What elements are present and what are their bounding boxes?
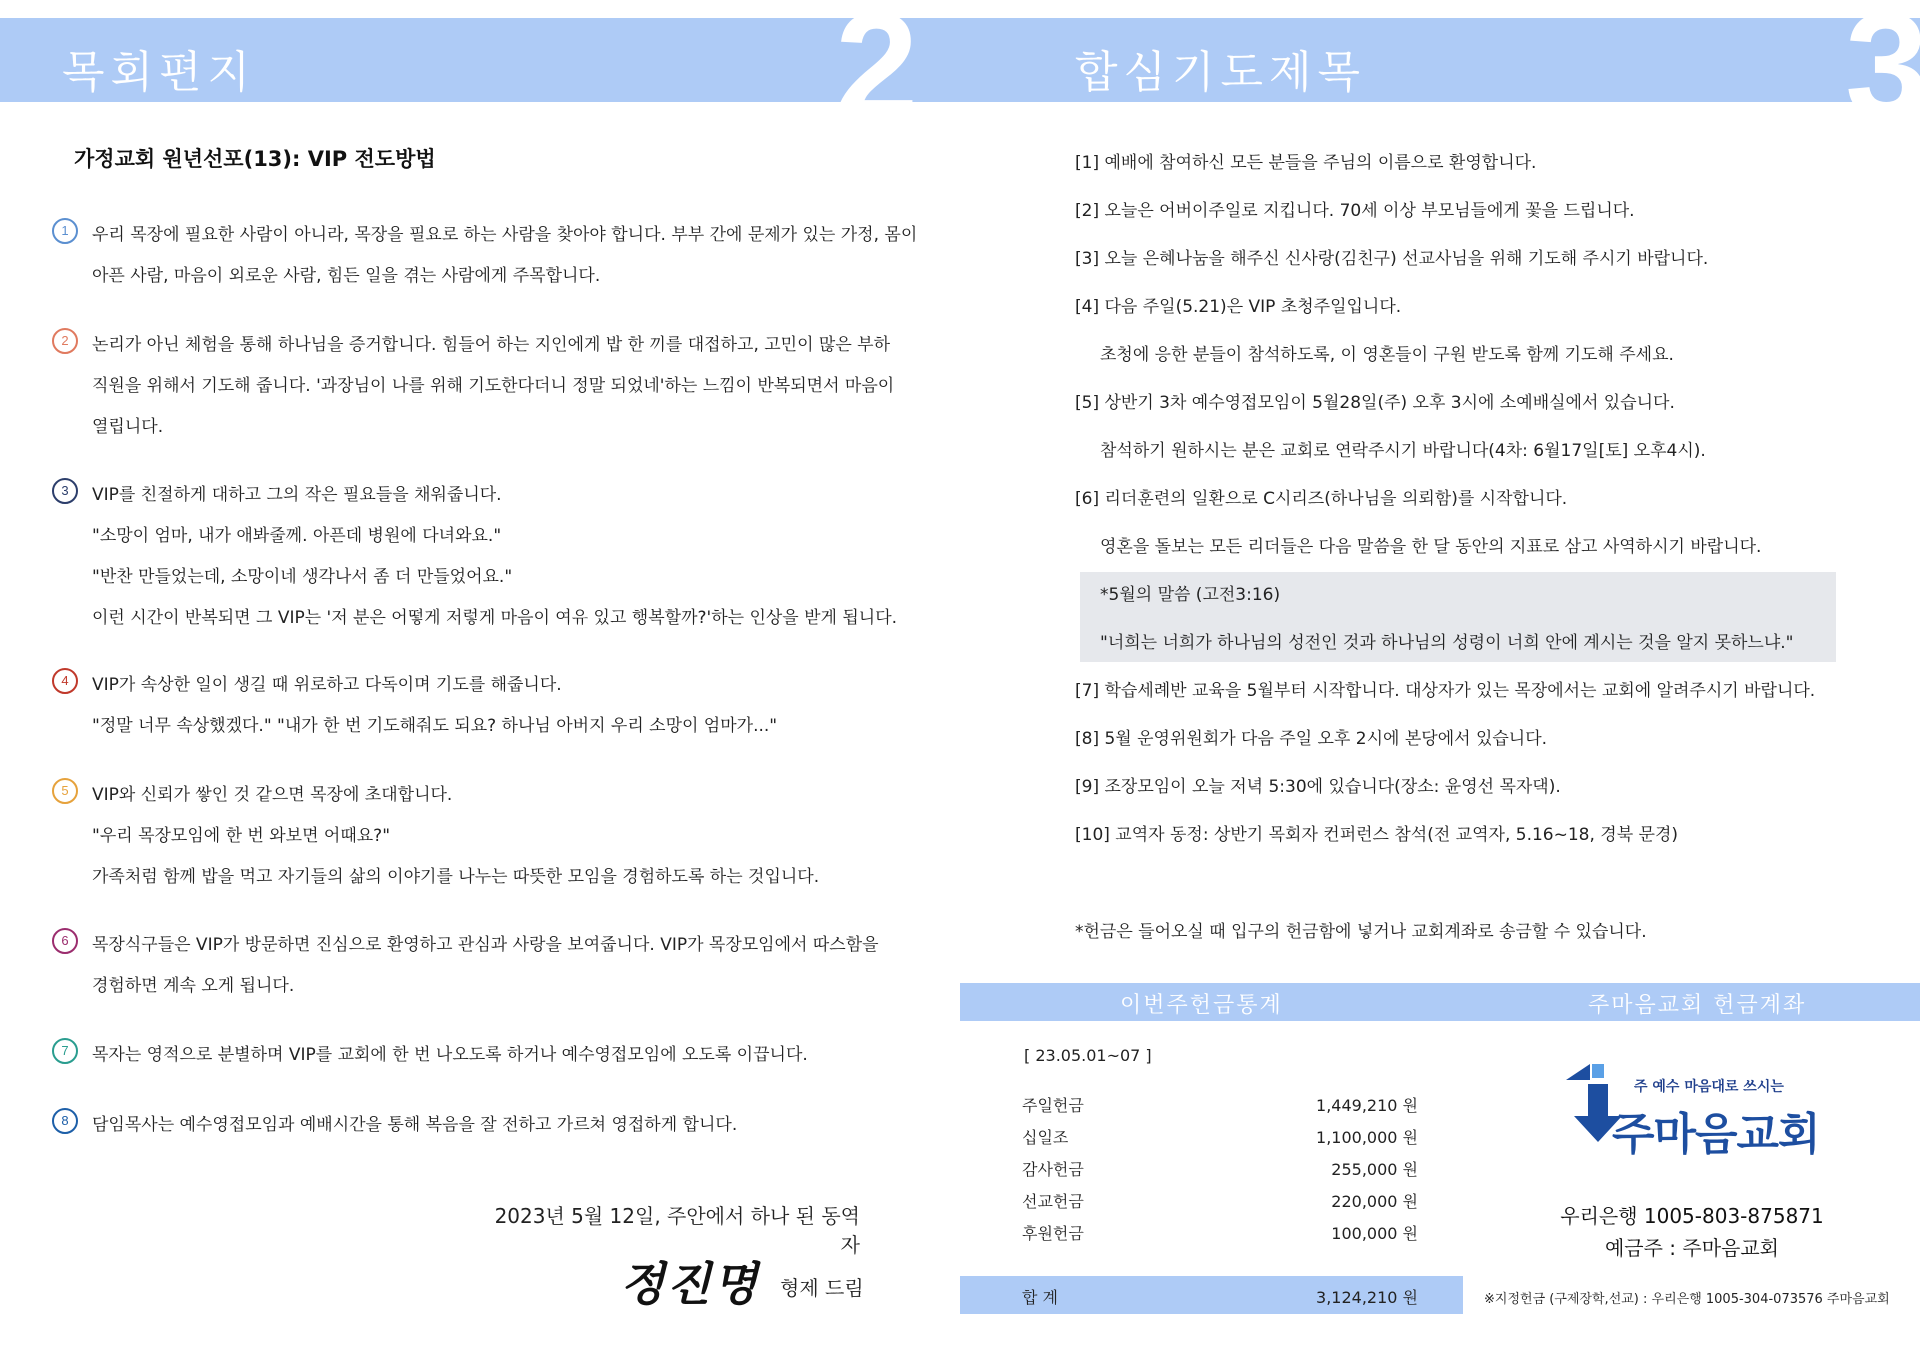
stats-value: 1,449,210 원	[1316, 1096, 1418, 1115]
point-line: VIP와 신뢰가 쌓인 것 같으면 목장에 초대합니다.	[92, 785, 453, 805]
point-line: VIP가 속상한 일이 생길 때 위로하고 다독이며 기도를 해줍니다.	[92, 675, 562, 695]
designated-offering-note: ※지정헌금 (구제장학,선교) : 우리은행 1005-304-073576 주마음교회	[1484, 1292, 1890, 1307]
logo-tagline: 주 예수 마음대로 쓰시는	[1634, 1079, 1784, 1095]
point-number-icon: 2	[52, 328, 78, 354]
point-line: "소망이 엄마, 내가 애봐줄께. 아픈데 병원에 다녀와요."	[92, 526, 502, 546]
stats-row	[1022, 1157, 1418, 1180]
signature-date: 2023년 5월 12일, 주안에서 하나 된 동역자	[494, 1204, 860, 1257]
stats-value: 220,000 원	[1331, 1192, 1418, 1211]
prayer-subline: "너희는 너희가 하나님의 성전인 것과 하나님의 성령이 너희 안에 계시는 것을 알지 못하느냐."	[1100, 633, 1794, 653]
right-page-header	[960, 0, 1928, 149]
prayer-subline: *5월의 말씀 (고전3:16)	[1100, 585, 1281, 605]
stats-row	[1022, 1125, 1418, 1148]
point-line: "정말 너무 속상했겠다." "내가 한 번 기도해줘도 되요? 하나님 아버지 우리 소망이 엄마가..."	[92, 716, 778, 736]
stats-row	[1022, 1221, 1418, 1244]
prayer-item: [2] 오늘은 어버이주일로 지킵니다. 70세 이상 부모님들에게 꽃을 드립니다.	[1075, 201, 1635, 221]
prayer-item: [7] 학습세례반 교육을 5월부터 시작합니다. 대상자가 있는 목장에서는 교회에 알려주시기 바랍니다.	[1075, 681, 1816, 701]
stats-period: [ 23.05.01~07 ]	[1024, 1046, 1152, 1065]
point-number-icon: 6	[52, 928, 78, 954]
point-line: "반찬 만들었는데, 소망이네 생각나서 좀 더 만들었어요."	[92, 567, 513, 587]
stats-value: 255,000 원	[1331, 1160, 1418, 1179]
prayer-item: [4] 다음 주일(5.21)은 VIP 초청주일입니다.	[1075, 297, 1402, 317]
stats-label: 십일조	[1022, 1128, 1069, 1147]
point-number-icon: 3	[52, 478, 78, 504]
signature-suffix: 형제 드림	[780, 1276, 864, 1300]
stats-value: 100,000 원	[1331, 1224, 1418, 1243]
point-line: "우리 목장모임에 한 번 와보면 어때요?"	[92, 826, 391, 846]
prayer-item: [3] 오늘 은혜나눔을 해주신 신사랑(김친구) 선교사님을 위해 기도해 주시기 바랍니다.	[1075, 249, 1709, 269]
stats-label: 주일헌금	[1022, 1096, 1084, 1115]
total-label: 합 계	[1022, 1288, 1058, 1307]
stats-row	[1022, 1093, 1418, 1116]
left-page-header	[0, 0, 960, 149]
account-header-bar	[1464, 983, 1920, 1021]
point-line: 직원을 위해서 기도해 줍니다. '과장님이 나를 위해 기도한다더니 정말 되었네'하는 느낌이 반복되면서 마음이	[92, 376, 895, 396]
point-number-icon: 8	[52, 1108, 78, 1134]
point-line: VIP를 친절하게 대하고 그의 작은 필요들을 채워줍니다.	[92, 485, 502, 505]
stats-total-bar	[960, 1276, 1463, 1314]
signature-name: 정진명	[620, 1257, 760, 1311]
point-line: 목자는 영적으로 분별하며 VIP를 교회에 한 번 나오도록 하거나 예수영접모임에 오도록 이끕니다.	[92, 1045, 808, 1065]
stats-label: 선교헌금	[1022, 1192, 1084, 1211]
church-logo	[1560, 1058, 1820, 1160]
prayer-item: [9] 조장모임이 오늘 저녁 5:30에 있습니다(장소: 윤영선 목자댁).	[1075, 777, 1561, 797]
point-line: 우리 목장에 필요한 사람이 아니라, 목장을 필요로 하는 사람을 찾아야 합니다. 부부 간에 문제가 있는 가정, 몸이	[92, 225, 918, 245]
point-number-icon: 1	[52, 218, 78, 244]
stats-label: 감사헌금	[1022, 1160, 1084, 1179]
point-line: 논리가 아닌 체험을 통해 하나님을 증거합니다. 힘들어 하는 지인에게 밥 한 끼를 대접하고, 고민이 많은 부하	[92, 335, 891, 355]
bank-account: 우리은행 1005-803-875871	[1560, 1204, 1824, 1228]
prayer-item: [6] 리더훈련의 일환으로 C시리즈(하나님을 의뢰함)를 시작합니다.	[1075, 489, 1568, 509]
letter-subtitle: 가정교회 원년선포(13): VIP 전도방법	[74, 147, 436, 171]
account-title: 주마음교회 헌금계좌	[1588, 993, 1807, 1018]
offering-note: *헌금은 들어오실 때 입구의 헌금함에 넣거나 교회계좌로 송금할 수 있습니다.	[1075, 922, 1647, 942]
logo-name: 주마음교회	[1612, 1109, 1820, 1160]
point-number-icon: 7	[52, 1038, 78, 1064]
point-number-icon: 5	[52, 778, 78, 804]
right-page-title: 합심기도제목	[1075, 47, 1367, 98]
point-line: 목장식구들은 VIP가 방문하면 진심으로 환영하고 관심과 사랑을 보여줍니다. VIP가 목장모임에서 따스함을	[92, 935, 879, 955]
stats-header-bar	[960, 983, 1464, 1021]
total-value: 3,124,210 원	[1316, 1288, 1418, 1307]
point-number-icon: 4	[52, 668, 78, 694]
account-holder: 예금주 : 주마음교회	[1604, 1236, 1779, 1260]
prayer-subline: 초청에 응한 분들이 참석하도록, 이 영혼들이 구원 받도록 함께 기도해 주세요.	[1100, 345, 1674, 365]
stats-title: 이번주헌금통계	[1120, 993, 1283, 1018]
prayer-item: [10] 교역자 동정: 상반기 목회자 컨퍼런스 참석(전 교역자, 5.16~18, 경북 문경)	[1075, 825, 1679, 845]
right-page-number: 3	[1845, 0, 1928, 149]
stats-value: 1,100,000 원	[1316, 1128, 1418, 1147]
left-page-title: 목회편지	[62, 47, 257, 98]
prayer-item: [8] 5월 운영위원회가 다음 주일 오후 2시에 본당에서 있습니다.	[1075, 729, 1548, 749]
left-page-number: 2	[835, 0, 919, 149]
prayer-subline: 영혼을 돌보는 모든 리더들은 다음 말씀을 한 달 동안의 지표로 삼고 사역하시기 바랍니다.	[1100, 537, 1762, 557]
stats-row	[1022, 1189, 1418, 1212]
point-line: 가족처럼 함께 밥을 먹고 자기들의 삶의 이야기를 나누는 따뜻한 모임을 경험하도록 하는 것입니다.	[92, 867, 820, 887]
stats-label: 후원헌금	[1022, 1224, 1084, 1243]
prayer-item: [1] 예배에 참여하신 모든 분들을 주님의 이름으로 환영합니다.	[1075, 153, 1537, 173]
prayer-item: [5] 상반기 3차 예수영접모임이 5월28일(주) 오후 3시에 소예배실에서 있습니다.	[1075, 393, 1675, 413]
point-line: 이런 시간이 반복되면 그 VIP는 '저 분은 어떻게 저렇게 마음이 여유 있고 행복할까?'하는 인상을 받게 됩니다.	[92, 608, 898, 628]
point-line: 담임목사는 예수영접모임과 예배시간을 통해 복음을 잘 전하고 가르쳐 영접하게 합니다.	[92, 1115, 738, 1135]
point-line: 경험하면 계속 오게 됩니다.	[92, 976, 295, 996]
point-line: 아픈 사람, 마음이 외로운 사람, 힘든 일을 겪는 사람에게 주목합니다.	[92, 266, 601, 286]
prayer-subline: 참석하기 원하시는 분은 교회로 연락주시기 바랍니다(4차: 6월17일[토] 오후4시).	[1100, 441, 1706, 461]
point-line: 열립니다.	[92, 417, 164, 437]
